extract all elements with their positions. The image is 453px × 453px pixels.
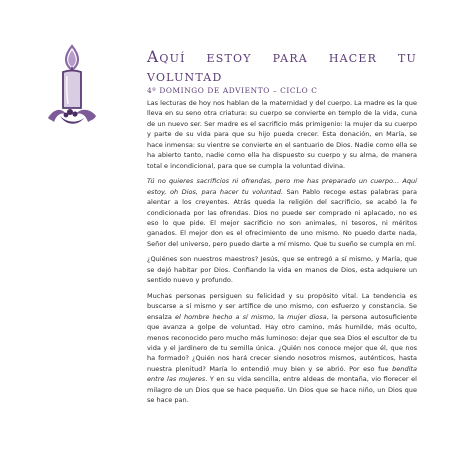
advent-candle-icon — [44, 38, 130, 130]
page-subtitle: 4º DOMINGO DE ADVIENTO – CICLO C — [147, 86, 318, 95]
holly-leaf-bottom — [60, 116, 84, 124]
paragraph-text: Las lecturas de hoy nos hablan de la maternidad y del cuerpo. La madre es la que lleva en su seno otra criatura: su cuerpo se convierte en templo de la vida, cuna de un nuevo ser. Ser madre es el sacrificio más primigenio: la mujer da su cuerpo y parte de su vida para que su hijo pueda crecer. Esta donación, en María, se hace inmensa: su vientre se convierte en el santuario de Dios. Nadie como ella se ha abierto tanto, nadie como ella ha dispuesto su cuerpo y su alma, de manera total e incondicional, para que se cumpla la voluntad divina. — [147, 99, 417, 170]
italic-quote: Tú no quieres sacrificios ni ofrendas, pero me has preparado un cuerpo... Aquí estoy, oh Dios, para hacer tu voluntad. — [147, 177, 417, 196]
italic-quote: bendita entre las mujeres — [147, 364, 417, 384]
body-paragraph — [147, 98, 417, 171]
paragraph-text: , la — [272, 312, 288, 321]
italic-quote: el hombre hecho a sí mismo — [174, 312, 273, 321]
body-paragraph — [147, 254, 417, 285]
body-paragraph — [147, 291, 417, 406]
reflection-body — [147, 98, 417, 411]
paragraph-text: San Pablo recoge estas palabras para alentar a los creyentes. Atrás queda la religión del sacrificio, se acabó la fe condicionada por las ofrendas. Dios no puede ser comprado ni aplacado, no es eso lo que pide. El mejor sacrificio no son animales, ni tesoros, ni méritos ganados. El mejor don es el ofrecimiento de uno mismo. No puedo darte nada, Señor del universo, pero puedo darte a mí mismo. Que tu sueño se cumpla en mí. — [147, 187, 417, 248]
body-paragraph — [147, 176, 417, 249]
paragraph-text: . Y en su vida sencilla, entre aldeas de montaña, vio florecer el milagro de un Dios que se hace pequeño. Un Dios que se hace niño, un Dios que se hace pan. — [147, 375, 417, 405]
advent-candle-illustration — [44, 38, 130, 130]
paragraph-text: Muchas personas persiguen su felicidad y su propósito vital. La tendencia es buscarse a sí mismo y ser artífice de uno mismo, con esfuerzo y constancia. Se ensalza — [147, 291, 417, 321]
page-title: Aquí estoy para hacer tu voluntad — [147, 48, 417, 85]
italic-quote: mujer diosa — [287, 312, 327, 321]
paragraph-text: , la persona autosuficiente que avanza a golpe de voluntad. Hay otro camino, más humilde, más oculto, menos reconocido pero mucho más luminoso: dejar que sea Dios el escultor de tu vida y el jardinero de tu semilla única. ¿Quién nos conoce mejor que él, que nos ha formado? ¿Quién nos hará crecer siendo nosotros mismos, auténticos, hasta nuestra plenitud? María lo entendió muy bien y se abrió. Por eso fue — [147, 312, 418, 373]
flame-shape — [68, 50, 76, 67]
paragraph-text: ¿Quiénes son nuestros maestros? Jesús, que se entregó a sí mismo, y María, que se dejó habitar por Dios. Confiando la vida en manos de Dios, esta adquiere un sentido nuevo y profundo. — [147, 255, 417, 285]
candle-body-shape — [63, 71, 81, 109]
holly-leaf-left — [48, 110, 66, 122]
holly-leaf-right — [76, 110, 96, 122]
